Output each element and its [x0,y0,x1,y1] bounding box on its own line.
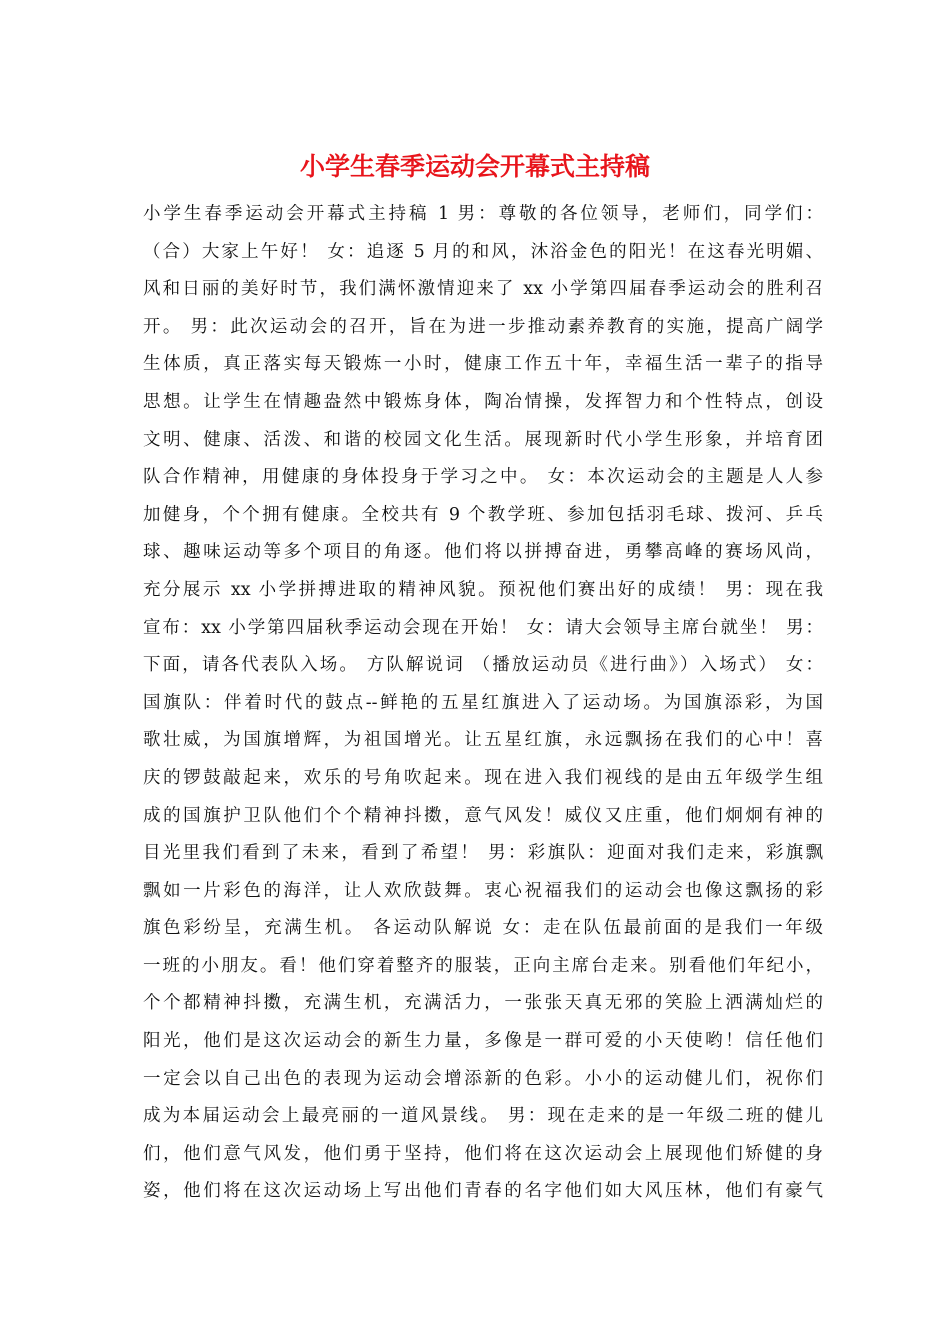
text-line: 下面，请各代表队入场。 方队解说词 （播放运动员《进行曲》）入场式） 女： [143,655,823,676]
text-line: 成为本届运动会上最亮丽的一道风景线。 男：现在走来的是一年级二班的健儿 [143,1106,823,1127]
text-line: 思想。让学生在情趣盎然中锻炼身体，陶冶情操，发挥智力和个性特点，创设 [143,391,823,412]
text-line: 开。 男：此次运动会的召开，旨在为进一步推动素养教育的实施，提高广阔学 [143,316,823,337]
text-line: 文明、健康、活泼、和谐的校园文化生活。展现新时代小学生形象，并培育团 [143,429,823,450]
text-line: 一班的小朋友。看！他们穿着整齐的服装，正向主席台走来。别看他们年纪小， [143,955,823,976]
text-line: 旗色彩纷呈，充满生机。 各运动队解说 女：走在队伍最前面的是我们一年级 [143,918,823,939]
text-line: 生体质，真正落实每天锻炼一小时，健康工作五十年，幸福生活一辈子的指导 [143,354,823,375]
text-line: 宣布：xx 小学第四届秋季运动会现在开始！ 女：请大会领导主席台就坐！ 男： [143,617,823,638]
text-line: 歌壮威，为国旗增辉，为祖国增光。让五星红旗，永远飘扬在我们的心中！喜 [143,730,823,751]
text-line: 加健身，个个拥有健康。全校共有 9 个教学班、参加包括羽毛球、拨河、乒乓 [143,504,823,525]
text-line: 成的国旗护卫队他们个个精神抖擞，意气风发！威仪又庄重，他们炯炯有神的 [143,805,823,826]
text-line: 小学生春季运动会开幕式主持稿 1 男：尊敬的各位领导，老师们，同学们： [143,204,823,224]
text-line: 目光里我们看到了未来，看到了希望！ 男：彩旗队：迎面对我们走来，彩旗飘 [143,843,823,864]
text-line: 队合作精神，用健康的身体投身于学习之中。 女：本次运动会的主题是人人参 [143,467,823,488]
text-line: 们，他们意气风发，他们勇于坚持，他们将在这次运动会上展现他们矫健的身 [143,1143,823,1164]
text-line: 一定会以自己出色的表现为运动会增添新的色彩。小小的运动健儿们，祝你们 [143,1068,823,1089]
text-line: 球、趣味运动等多个项目的角逐。他们将以拼搏奋进，勇攀高峰的赛场风尚， [143,542,823,563]
text-line: 国旗队：伴着时代的鼓点--鲜艳的五星红旗进入了运动场。为国旗添彩，为国 [143,692,823,713]
text-line: 风和日丽的美好时节，我们满怀激情迎来了 xx 小学第四届春季运动会的胜利召 [143,279,823,300]
text-line: 充分展示 xx 小学拼搏进取的精神风貌。预祝他们赛出好的成绩！ 男：现在我 [143,579,823,600]
document-title: 小学生春季运动会开幕式主持稿 [299,152,650,181]
text-line: 飘如一片彩色的海洋，让人欢欣鼓舞。衷心祝福我们的运动会也像这飘扬的彩 [143,880,823,901]
text-line: 姿，他们将在这次运动场上写出他们青春的名字他们如大风压林，他们有豪气 [143,1181,823,1202]
text-line: 阳光，他们是这次运动会的新生力量，多像是一群可爱的小天使哟！信任他们 [143,1031,823,1052]
text-line: 庆的锣鼓敲起来，欢乐的号角吹起来。现在进入我们视线的是由五年级学生组 [143,767,823,788]
text-line: 个个都精神抖擞，充满生机，充满活力，一张张天真无邪的笑脸上洒满灿烂的 [143,993,823,1014]
text-line: （合）大家上午好！ 女：追逐 5 月的和风，沐浴金色的阳光！在这春光明媚、 [143,241,823,262]
document-body [143,196,823,1211]
